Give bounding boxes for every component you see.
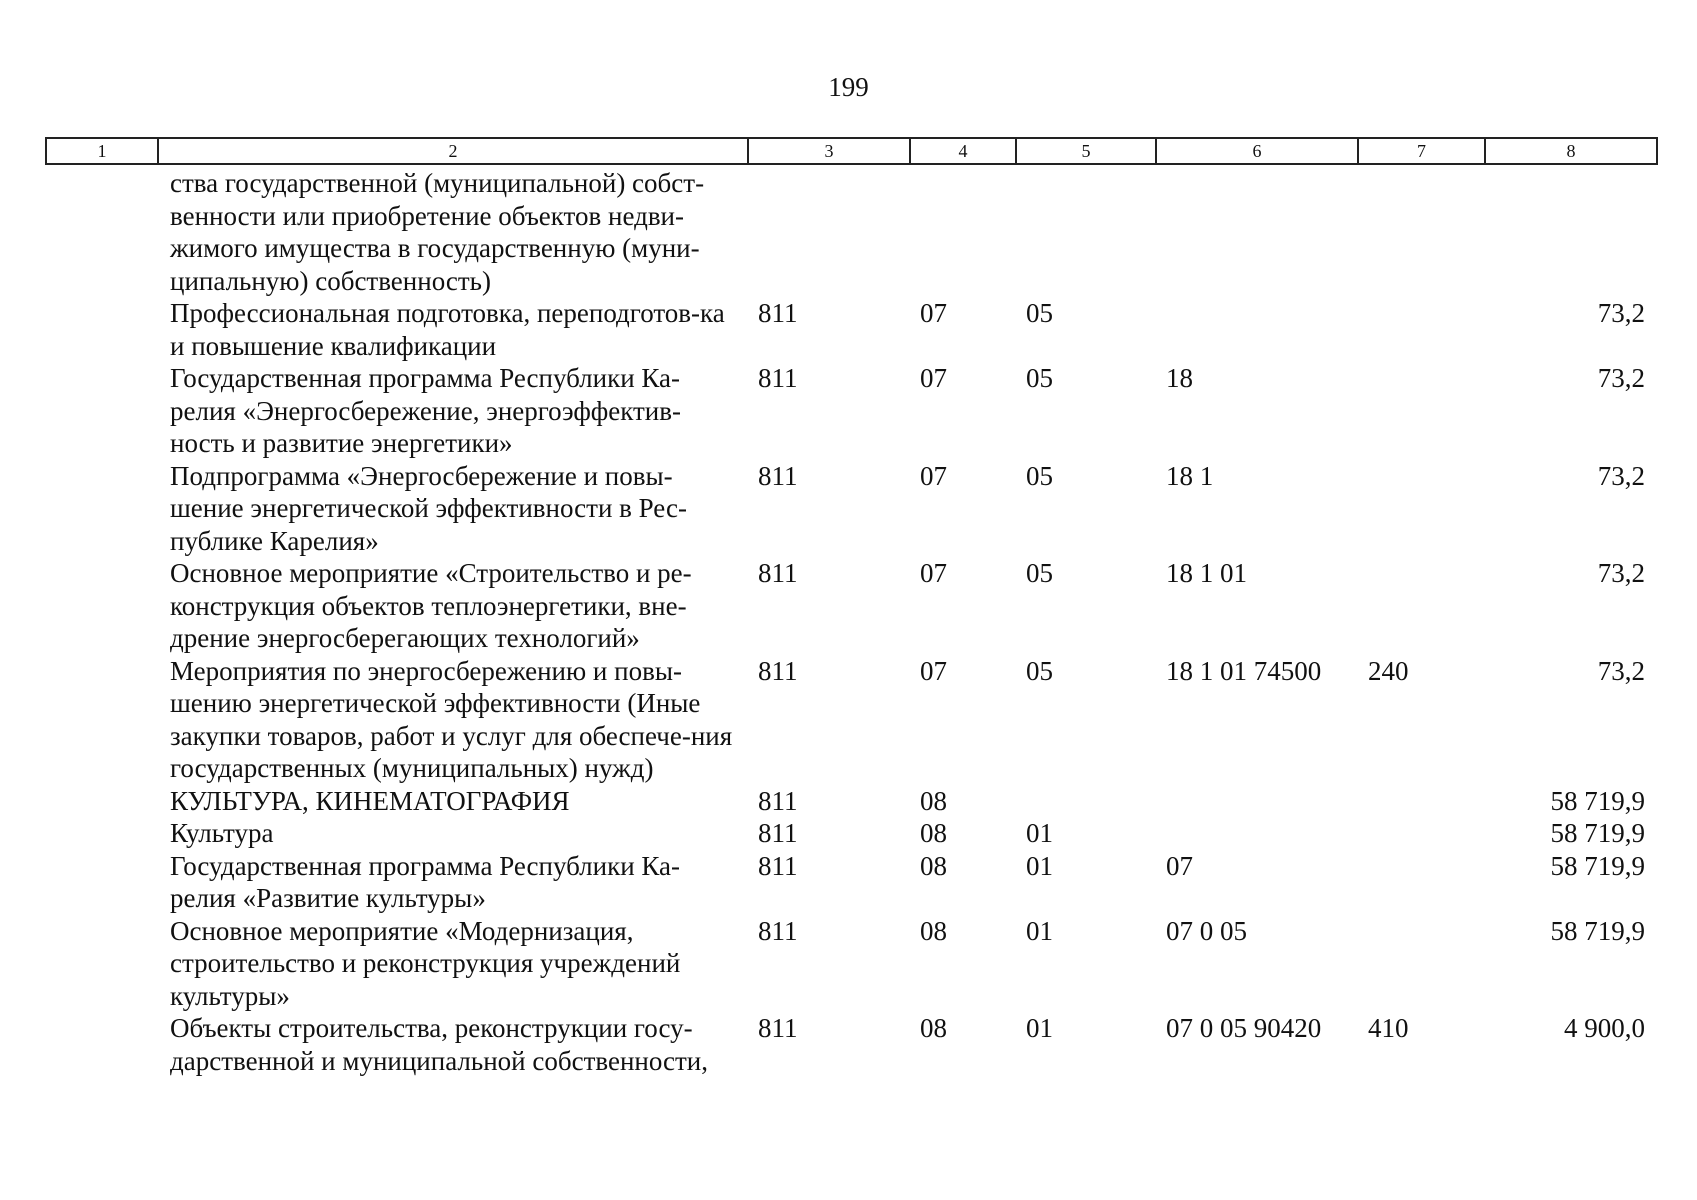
table-row [46, 915, 1657, 1013]
row-code-cell [46, 817, 158, 850]
section-cell: 08 [920, 1013, 947, 1043]
amount-cell: 73,2 [1597, 558, 1645, 588]
subsection-cell: 05 [1026, 363, 1053, 393]
target-article-cell [1156, 817, 1358, 850]
section-cell: 07 [920, 460, 947, 491]
table-row [46, 460, 1657, 558]
expense-type-cell [1358, 915, 1485, 1013]
amount-cell: 73,2 [1597, 655, 1645, 686]
expense-type-cell [1358, 850, 1485, 915]
row-code-cell [46, 297, 158, 362]
table-header-row [46, 138, 1657, 164]
target-article-cell: 07 [1166, 850, 1193, 881]
row-name-cell: Государственная программа Республики Ка-релия «Развитие культуры» [170, 850, 681, 913]
target-article-cell: 07 0 05 [1166, 915, 1247, 946]
target-article-cell: 18 [1166, 363, 1193, 393]
row-code-cell [46, 915, 158, 1013]
row-code-cell [46, 1012, 158, 1077]
table-row [46, 297, 1657, 362]
row-code-cell [46, 655, 158, 785]
target-article-cell: 07 0 05 90420 [1166, 1013, 1322, 1043]
table-row [46, 817, 1657, 850]
row-code-cell [46, 460, 158, 558]
column-header: 3 [748, 138, 910, 164]
amount-cell: 58 719,9 [1550, 915, 1645, 946]
section-cell [910, 164, 1016, 297]
column-header: 6 [1156, 138, 1358, 164]
table-row [46, 785, 1657, 818]
column-header: 7 [1358, 138, 1485, 164]
admin-code-cell: 811 [758, 818, 798, 848]
page-number: 199 [828, 72, 869, 102]
subsection-cell: 01 [1026, 818, 1053, 848]
subsection-cell: 05 [1026, 298, 1053, 328]
table-row [46, 362, 1657, 460]
amount-cell: 58 719,9 [1550, 818, 1645, 848]
section-cell: 08 [920, 785, 947, 816]
amount-cell: 58 719,9 [1550, 850, 1645, 881]
row-code-cell [46, 362, 158, 460]
subsection-cell: 05 [1026, 558, 1053, 588]
row-name-cell: Основное мероприятие «Модернизация, строительство и реконструкция учреждений культуры» [170, 915, 681, 1011]
row-name-cell: Культура [170, 818, 274, 848]
expense-type-cell [1358, 362, 1485, 460]
row-name-cell: Объекты строительства, реконструкции госу-дарственной и муниципальной собственности, [170, 1013, 708, 1076]
expense-type-cell [1358, 817, 1485, 850]
admin-code-cell: 811 [758, 850, 798, 881]
admin-code-cell: 811 [758, 1013, 798, 1043]
row-code-cell [46, 785, 158, 818]
row-name-cell: Государственная программа Республики Ка-релия «Энергосбережение, энергоэффектив-ность и развитие энергетики» [170, 363, 681, 458]
section-cell: 07 [920, 655, 947, 686]
subsection-cell: 05 [1026, 655, 1053, 686]
expense-type-cell [1358, 164, 1485, 297]
subsection-cell [1016, 785, 1156, 818]
admin-code-cell: 811 [758, 363, 798, 393]
budget-table [45, 137, 1658, 1077]
expense-type-cell [1358, 460, 1485, 558]
admin-code-cell: 811 [758, 915, 798, 946]
row-name-cell: Подпрограмма «Энергосбережение и повы-шение энергетической эффективности в Рес-публике Карелия» [170, 460, 687, 556]
table-row [46, 850, 1657, 915]
target-article-cell [1156, 164, 1358, 297]
row-name-cell: ства государственной (муниципальной) собст-венности или приобретение объектов недви-жимого имущества в государственную (муни-ципальную) собственность) [170, 168, 705, 296]
admin-code-cell: 811 [758, 460, 798, 491]
section-cell: 07 [920, 558, 947, 588]
section-cell: 08 [920, 850, 947, 881]
target-article-cell [1156, 785, 1358, 818]
section-cell: 08 [920, 915, 947, 946]
row-code-cell [46, 164, 158, 297]
table-row [46, 1012, 1657, 1077]
target-article-cell: 18 1 [1166, 460, 1214, 491]
column-header: 5 [1016, 138, 1156, 164]
section-cell: 07 [920, 363, 947, 393]
amount-cell: 73,2 [1597, 460, 1645, 491]
section-cell: 07 [920, 298, 947, 328]
admin-code-cell: 811 [758, 785, 798, 816]
expense-type-cell: 410 [1368, 1013, 1409, 1043]
row-code-cell [46, 850, 158, 915]
row-name-cell: Профессиональная подготовка, переподготов-ка и повышение квалификации [170, 298, 725, 361]
expense-type-cell: 240 [1368, 655, 1409, 686]
target-article-cell: 18 1 01 [1166, 558, 1247, 588]
subsection-cell: 05 [1026, 460, 1053, 491]
admin-code-cell [748, 164, 910, 297]
expense-type-cell [1358, 557, 1485, 655]
target-article-cell [1156, 297, 1358, 362]
section-cell: 08 [920, 818, 947, 848]
amount-cell [1485, 164, 1657, 297]
subsection-cell [1016, 164, 1156, 297]
column-header: 1 [46, 138, 158, 164]
row-name-cell: Основное мероприятие «Строительство и ре-конструкция объектов теплоэнергетики, вне-дрение энергосберегающих технологий» [170, 558, 692, 653]
table-row [46, 164, 1657, 297]
table-row [46, 557, 1657, 655]
column-header: 8 [1485, 138, 1657, 164]
column-header: 2 [158, 138, 748, 164]
row-name-cell: КУЛЬТУРА, КИНЕМАТОГРАФИЯ [170, 785, 570, 816]
target-article-cell: 18 1 01 74500 [1166, 655, 1322, 686]
row-name-cell: Мероприятия по энергосбережению и повы-шению энергетической эффективности (Иные закупки товаров, работ и услуг для обеспече-ния государственных (муниципальных) нужд) [170, 655, 733, 783]
expense-type-cell [1358, 297, 1485, 362]
subsection-cell: 01 [1026, 915, 1053, 946]
admin-code-cell: 811 [758, 298, 798, 328]
amount-cell: 58 719,9 [1550, 785, 1645, 816]
admin-code-cell: 811 [758, 655, 798, 686]
subsection-cell: 01 [1026, 1013, 1053, 1043]
subsection-cell: 01 [1026, 850, 1053, 881]
table-row [46, 655, 1657, 785]
expense-type-cell [1358, 785, 1485, 818]
column-header: 4 [910, 138, 1016, 164]
amount-cell: 73,2 [1597, 298, 1645, 328]
amount-cell: 73,2 [1597, 363, 1645, 393]
row-code-cell [46, 557, 158, 655]
admin-code-cell: 811 [758, 558, 798, 588]
amount-cell: 4 900,0 [1564, 1013, 1645, 1043]
